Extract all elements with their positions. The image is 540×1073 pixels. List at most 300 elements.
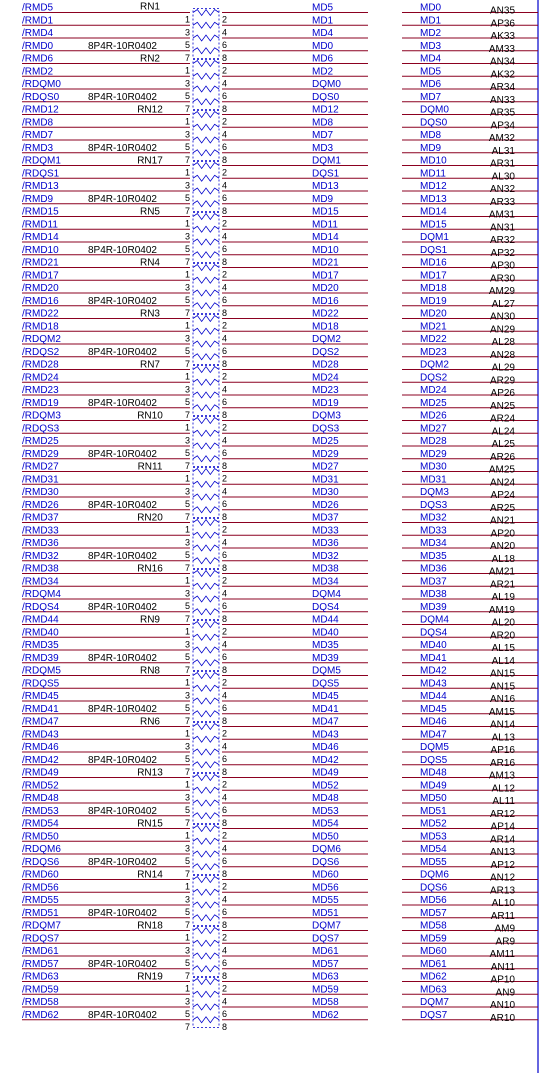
connector-net-label: MD18 bbox=[420, 283, 447, 294]
resistor-network-frame bbox=[193, 519, 219, 569]
pin-number-right: 4 bbox=[222, 27, 228, 38]
net-label-right: MD14 bbox=[312, 232, 339, 243]
connector-net-label: MD55 bbox=[420, 856, 447, 868]
pin-number-right: 8 bbox=[222, 1021, 228, 1032]
connector-pin-label: AN25 bbox=[489, 400, 515, 412]
pin-number-left: 3 bbox=[184, 486, 190, 497]
resistor-network-frame bbox=[193, 111, 219, 161]
net-label-right: MD25 bbox=[312, 436, 339, 447]
pin-number-right: 4 bbox=[222, 231, 228, 242]
refdes-label: RN7 bbox=[139, 359, 161, 371]
connector-pin-label: AL31 bbox=[491, 145, 515, 157]
net-label-left: /RMD45 bbox=[22, 691, 59, 702]
connector-pin-label: AN32 bbox=[489, 184, 515, 195]
connector-net-label: MD13 bbox=[420, 193, 447, 205]
connector-net-label: DQM2 bbox=[420, 359, 449, 371]
resistor-symbol bbox=[193, 583, 219, 589]
part-value-label: 8P4R-10R0402 bbox=[88, 754, 157, 766]
net-label-right: MD23 bbox=[312, 385, 339, 396]
pin-number-right: 4 bbox=[222, 741, 228, 752]
net-label-left: /RMD47 bbox=[22, 716, 59, 728]
resistor-symbol bbox=[193, 379, 219, 385]
net-label-right: MD37 bbox=[312, 512, 339, 524]
resistor-symbol bbox=[193, 188, 219, 194]
connector-net-label: MD36 bbox=[420, 563, 447, 575]
net-label-right: MD39 bbox=[312, 652, 339, 664]
connector-net-label: MD45 bbox=[420, 703, 447, 715]
net-label-left: /RMD61 bbox=[22, 946, 59, 957]
connector-pin-label: AM19 bbox=[488, 604, 515, 616]
resistor-symbol bbox=[193, 724, 219, 730]
pin-number-left: 1 bbox=[184, 422, 190, 433]
net-label-right: MD28 bbox=[312, 359, 339, 371]
pin-number-right: 6 bbox=[222, 550, 228, 560]
net-label-left: /RMD55 bbox=[22, 895, 59, 906]
net-label-left: /RMD18 bbox=[22, 321, 59, 333]
connector-net-label: DQM3 bbox=[420, 487, 449, 498]
connector-pin-label: AL19 bbox=[491, 592, 515, 603]
connector-pin-label: AR14 bbox=[489, 834, 515, 846]
pin-number-right: 6 bbox=[222, 652, 228, 662]
net-label-right: MD10 bbox=[312, 244, 339, 256]
pin-number-left: 1 bbox=[184, 881, 190, 892]
connector-net-label: DQM4 bbox=[420, 614, 449, 626]
pin-number-right: 4 bbox=[222, 282, 228, 293]
net-label-left: /RMD27 bbox=[22, 461, 59, 473]
net-label-right: MD47 bbox=[312, 716, 339, 728]
pin-number-left: 7 bbox=[184, 970, 190, 981]
net-label-right: DQS3 bbox=[312, 423, 340, 435]
refdes-label: RN2 bbox=[139, 53, 161, 65]
pin-number-left: 3 bbox=[184, 639, 190, 650]
pin-number-left: 3 bbox=[184, 945, 190, 956]
net-label-left: /RMD58 bbox=[22, 997, 59, 1008]
pin-number-left: 7 bbox=[184, 1021, 190, 1032]
pin-number-right: 4 bbox=[222, 588, 228, 599]
pin-number-right: 8 bbox=[222, 256, 228, 267]
part-value-label: 8P4R-10R0402 bbox=[88, 499, 157, 511]
net-label-right: MD57 bbox=[312, 958, 339, 970]
net-label-right: MD0 bbox=[312, 40, 334, 52]
connector-net-label: DQM6 bbox=[420, 869, 449, 881]
part-value-label: 8P4R-10R0402 bbox=[88, 295, 157, 307]
connector-net-label: MD29 bbox=[420, 448, 447, 460]
net-label-left: /RMD0 bbox=[22, 40, 54, 52]
connector-net-label: MD35 bbox=[420, 550, 447, 562]
resistor-network-frame bbox=[193, 621, 219, 671]
pin-number-left: 3 bbox=[184, 78, 190, 89]
net-label-left: /RMD10 bbox=[22, 244, 59, 256]
net-label-left: /RMD33 bbox=[22, 525, 59, 537]
connector-net-label: MD52 bbox=[420, 818, 447, 830]
connector-pin-label: AR12 bbox=[489, 808, 515, 820]
refdes-label: RN11 bbox=[137, 461, 163, 473]
pin-number-right: 6 bbox=[222, 499, 228, 509]
pin-number-left: 1 bbox=[184, 983, 190, 994]
pin-number-left: 3 bbox=[184, 384, 190, 395]
resistor-network-frame bbox=[193, 468, 219, 518]
pin-number-left: 7 bbox=[184, 409, 190, 420]
resistor-symbol bbox=[193, 736, 219, 742]
net-label-left: /RMD21 bbox=[22, 257, 59, 269]
connector-net-label: DQM0 bbox=[420, 104, 449, 116]
refdes-label: RN10 bbox=[137, 410, 163, 422]
net-label-left: /RMD40 bbox=[22, 627, 59, 639]
pin-number-left: 7 bbox=[184, 52, 190, 63]
pin-number-left: 7 bbox=[184, 358, 190, 369]
pin-number-left: 1 bbox=[184, 626, 190, 637]
part-value-label: 8P4R-10R0402 bbox=[88, 703, 157, 715]
net-label-left: /RMD53 bbox=[22, 805, 59, 817]
resistor-symbol bbox=[193, 124, 219, 130]
pin-number-right: 4 bbox=[222, 435, 228, 446]
connector-pin-label: AN28 bbox=[489, 349, 515, 361]
pin-number-right: 6 bbox=[222, 244, 228, 254]
net-label-left: /RDQM2 bbox=[22, 334, 61, 345]
refdes-label: RN9 bbox=[139, 614, 161, 626]
pin-number-left: 5 bbox=[184, 142, 190, 152]
net-label-left: /RMD17 bbox=[22, 270, 59, 282]
net-label-right: DQS1 bbox=[312, 168, 340, 180]
pin-number-left: 1 bbox=[184, 320, 190, 331]
net-label-left: /RMD38 bbox=[22, 563, 59, 575]
refdes-label: RN17 bbox=[137, 155, 163, 167]
connector-pin-label: AL14 bbox=[491, 655, 515, 667]
connector-net-label: MD56 bbox=[420, 895, 447, 906]
connector-net-label: MD43 bbox=[420, 678, 447, 690]
connector-pin-label: AL12 bbox=[491, 783, 515, 795]
resistor-symbol bbox=[193, 979, 219, 985]
net-label-right: MD2 bbox=[312, 66, 334, 78]
pin-number-right: 6 bbox=[222, 346, 228, 356]
pin-number-right: 8 bbox=[222, 766, 228, 777]
resistor-symbol bbox=[193, 175, 219, 181]
net-label-left: /RDQM7 bbox=[22, 920, 61, 932]
connector-pin-label: AN24 bbox=[489, 477, 515, 489]
net-label-left: /RMD41 bbox=[22, 703, 59, 715]
resistor-network-frame bbox=[193, 315, 219, 365]
net-label-left: /RMD31 bbox=[22, 474, 59, 486]
net-label-right: MD63 bbox=[312, 971, 339, 983]
pin-number-right: 2 bbox=[222, 779, 228, 790]
resistor-network-frame bbox=[193, 213, 219, 263]
pin-number-left: 3 bbox=[184, 282, 190, 293]
pin-number-left: 5 bbox=[184, 1009, 190, 1019]
connector-net-label: MD21 bbox=[420, 321, 447, 333]
connector-pin-label: AN12 bbox=[489, 872, 515, 884]
connector-pin-label: AM29 bbox=[488, 286, 515, 297]
resistor-symbol bbox=[193, 48, 219, 54]
part-value-label: 8P4R-10R0402 bbox=[88, 550, 157, 562]
connector-pin-label: AP26 bbox=[490, 388, 515, 399]
pin-number-right: 2 bbox=[222, 626, 228, 637]
resistor-network-frame bbox=[193, 927, 219, 977]
net-label-right: MD9 bbox=[312, 193, 334, 205]
resistor-symbol bbox=[193, 367, 219, 373]
connector-net-label: MD28 bbox=[420, 436, 447, 447]
net-label-left: /RMD11 bbox=[22, 219, 58, 231]
net-label-right: MD49 bbox=[312, 767, 339, 779]
connector-pin-label: AP36 bbox=[490, 18, 515, 30]
connector-pin-label: AN10 bbox=[489, 1000, 515, 1011]
connector-pin-label: AK32 bbox=[490, 69, 515, 81]
net-label-left: /RMD63 bbox=[22, 971, 59, 983]
net-label-left: /RMD14 bbox=[22, 232, 59, 243]
pin-number-left: 5 bbox=[184, 703, 190, 713]
connector-net-label: MD41 bbox=[420, 652, 447, 664]
pin-number-left: 7 bbox=[184, 919, 190, 930]
net-label-left: /RDQM3 bbox=[22, 410, 61, 422]
net-label-left: /RMD30 bbox=[22, 487, 59, 498]
connector-pin-label: AL18 bbox=[491, 553, 515, 565]
connector-pin-label: AP34 bbox=[490, 120, 515, 132]
connector-net-label: MD1 bbox=[420, 15, 442, 27]
net-label-right: MD32 bbox=[312, 550, 339, 562]
resistor-network-frame bbox=[193, 60, 219, 110]
resistor-symbol bbox=[193, 303, 219, 309]
resistor-symbol bbox=[193, 685, 219, 691]
resistor-symbol bbox=[193, 328, 219, 334]
net-label-left: /RMD6 bbox=[22, 53, 54, 65]
connector-pin-label: AN21 bbox=[489, 515, 515, 527]
resistor-symbol bbox=[193, 902, 219, 908]
connector-pin-label: AM11 bbox=[489, 949, 515, 960]
pin-number-left: 1 bbox=[184, 779, 190, 790]
refdes-label: RN8 bbox=[139, 665, 161, 677]
net-label-left: /RMD26 bbox=[22, 499, 59, 511]
net-label-right: MD53 bbox=[312, 805, 339, 817]
net-label-right: MD27 bbox=[312, 461, 339, 473]
pin-number-right: 6 bbox=[222, 1009, 228, 1019]
resistor-symbol bbox=[193, 915, 219, 921]
net-label-right: MD38 bbox=[312, 563, 339, 575]
resistor-symbol bbox=[193, 762, 219, 768]
pin-number-right: 6 bbox=[222, 193, 228, 203]
resistor-symbol bbox=[193, 800, 219, 806]
resistor-symbol bbox=[193, 277, 219, 283]
part-value-label: 8P4R-10R0402 bbox=[88, 346, 157, 358]
pin-number-left: 5 bbox=[184, 958, 190, 968]
connector-pin-label: AL15 bbox=[491, 643, 515, 654]
pin-number-left: 5 bbox=[184, 193, 190, 203]
connector-net-label: MD11 bbox=[420, 168, 446, 180]
part-value-label: 8P4R-10R0402 bbox=[88, 193, 157, 205]
net-label-left: /RMD48 bbox=[22, 793, 59, 804]
connector-pin-label: AP30 bbox=[490, 260, 515, 272]
net-label-right: MD1 bbox=[312, 15, 334, 27]
resistor-symbol bbox=[193, 456, 219, 462]
connector-pin-label: AL20 bbox=[491, 617, 515, 629]
connector-net-label: MD40 bbox=[420, 640, 447, 651]
pin-number-right: 8 bbox=[222, 664, 228, 675]
net-label-left: /RMD15 bbox=[22, 206, 59, 218]
net-label-right: DQM6 bbox=[312, 844, 341, 855]
net-label-left: /RMD62 bbox=[22, 1009, 59, 1021]
net-label-left: /RMD16 bbox=[22, 295, 59, 307]
pin-number-left: 7 bbox=[184, 715, 190, 726]
net-label-left: /RMD12 bbox=[22, 104, 59, 116]
resistor-symbol bbox=[193, 520, 219, 526]
net-label-left: /RMD57 bbox=[22, 958, 59, 970]
pin-number-right: 2 bbox=[222, 14, 228, 25]
net-label-right: MD15 bbox=[312, 206, 339, 218]
part-value-label: 8P4R-10R0402 bbox=[88, 601, 157, 613]
resistor-symbol bbox=[193, 252, 219, 258]
resistor-symbol bbox=[193, 698, 219, 704]
net-label-right: MD34 bbox=[312, 576, 339, 588]
refdes-label: RN18 bbox=[137, 920, 163, 932]
resistor-symbol bbox=[193, 10, 219, 16]
part-value-label: 8P4R-10R0402 bbox=[88, 856, 157, 868]
pin-number-right: 8 bbox=[222, 154, 228, 165]
pin-number-left: 3 bbox=[184, 588, 190, 599]
refdes-label: RN14 bbox=[137, 869, 163, 881]
net-label-left: /RDQS1 bbox=[22, 168, 60, 180]
pin-number-right: 2 bbox=[222, 218, 228, 229]
pin-number-left: 3 bbox=[184, 537, 190, 548]
connector-pin-label: AR9 bbox=[495, 936, 515, 948]
connector-pin-label: AM9 bbox=[494, 923, 515, 935]
pin-number-left: 1 bbox=[184, 830, 190, 841]
net-label-right: MD11 bbox=[312, 219, 338, 231]
pin-number-left: 7 bbox=[184, 766, 190, 777]
resistor-symbol bbox=[193, 418, 219, 424]
pin-number-right: 4 bbox=[222, 333, 228, 344]
pin-number-right: 2 bbox=[222, 167, 228, 178]
connector-pin-label: AP12 bbox=[490, 859, 515, 871]
pin-number-left: 1 bbox=[184, 218, 190, 229]
net-label-right: MD36 bbox=[312, 538, 339, 549]
net-label-right: MD22 bbox=[312, 308, 339, 320]
net-label-left: /RMD54 bbox=[22, 818, 59, 830]
part-value-label: 8P4R-10R0402 bbox=[88, 91, 157, 103]
net-label-right: MD4 bbox=[312, 28, 334, 39]
pin-number-right: 6 bbox=[222, 295, 228, 305]
connector-net-label: MD10 bbox=[420, 155, 447, 167]
connector-pin-label: AR16 bbox=[489, 757, 515, 769]
resistor-symbol bbox=[193, 838, 219, 844]
pin-number-left: 5 bbox=[184, 499, 190, 509]
connector-net-label: MD17 bbox=[420, 270, 447, 282]
net-label-left: /RDQM0 bbox=[22, 79, 61, 90]
net-label-right: MD8 bbox=[312, 117, 334, 129]
resistor-network-frame bbox=[193, 978, 219, 1028]
connector-pin-label: AR30 bbox=[489, 273, 515, 285]
pin-number-left: 3 bbox=[184, 180, 190, 191]
net-label-left: /RMD7 bbox=[22, 130, 54, 141]
connector-pin-label: AN20 bbox=[489, 541, 515, 552]
resistor-symbol bbox=[193, 864, 219, 870]
connector-pin-label: AP16 bbox=[490, 745, 515, 756]
net-label-right: DQM3 bbox=[312, 410, 341, 422]
resistor-symbol bbox=[193, 86, 219, 92]
connector-net-label: MD51 bbox=[420, 805, 447, 817]
connector-net-label: MD26 bbox=[420, 410, 447, 422]
connector-pin-label: AL25 bbox=[491, 439, 515, 450]
pin-number-right: 6 bbox=[222, 958, 228, 968]
pin-number-left: 1 bbox=[184, 167, 190, 178]
pin-number-left: 1 bbox=[184, 932, 190, 943]
pin-number-left: 5 bbox=[184, 346, 190, 356]
pin-number-right: 2 bbox=[222, 983, 228, 994]
connector-net-label: MD49 bbox=[420, 780, 447, 792]
resistor-symbol bbox=[193, 112, 219, 118]
resistor-network-frame bbox=[193, 570, 219, 620]
resistor-symbol bbox=[193, 991, 219, 997]
net-label-right: MD42 bbox=[312, 754, 339, 766]
resistor-network-frame bbox=[193, 723, 219, 773]
net-label-left: /RMD51 bbox=[22, 907, 59, 919]
net-label-left: /RMD3 bbox=[22, 142, 54, 154]
refdes-label: RN5 bbox=[139, 206, 161, 218]
net-label-right: DQS7 bbox=[312, 933, 340, 945]
resistor-symbol bbox=[193, 341, 219, 347]
net-label-left: /RDQM1 bbox=[22, 155, 61, 167]
resistor-symbol bbox=[193, 877, 219, 883]
connector-net-label: MD38 bbox=[420, 589, 447, 600]
connector-net-label: MD20 bbox=[420, 308, 447, 320]
pin-number-right: 2 bbox=[222, 524, 228, 535]
net-label-right: DQM5 bbox=[312, 665, 341, 677]
net-label-left: /RMD25 bbox=[22, 436, 59, 447]
connector-net-label: MD8 bbox=[420, 130, 442, 141]
resistor-symbol bbox=[193, 966, 219, 972]
connector-net-label: MD63 bbox=[420, 984, 447, 996]
net-label-right: DQS0 bbox=[312, 91, 340, 103]
connector-net-label: MD15 bbox=[420, 219, 447, 231]
connector-pin-label: AL10 bbox=[491, 898, 515, 909]
resistor-symbol bbox=[193, 290, 219, 296]
net-label-left: /RMD5 bbox=[22, 2, 54, 14]
pin-number-right: 6 bbox=[222, 907, 228, 917]
connector-net-label: MD5 bbox=[420, 66, 442, 78]
connector-pin-label: AL29 bbox=[491, 362, 515, 374]
net-label-left: /RMD44 bbox=[22, 614, 59, 626]
connector-pin-label: AR29 bbox=[489, 375, 515, 387]
part-value-label: 8P4R-10R0402 bbox=[88, 958, 157, 970]
net-label-left: /RDQS7 bbox=[22, 933, 60, 945]
resistor-symbol bbox=[193, 609, 219, 615]
pin-number-left: 7 bbox=[184, 307, 190, 318]
part-value-label: 8P4R-10R0402 bbox=[88, 40, 157, 52]
resistor-symbol bbox=[193, 201, 219, 207]
connector-pin-label: AN35 bbox=[489, 5, 515, 17]
connector-net-label: MD24 bbox=[420, 385, 447, 396]
connector-net-label: MD19 bbox=[420, 295, 447, 307]
connector-pin-label: AM31 bbox=[488, 209, 515, 221]
pin-number-right: 4 bbox=[222, 996, 228, 1007]
connector-pin-label: AN29 bbox=[489, 324, 515, 336]
part-value-label: 8P4R-10R0402 bbox=[88, 907, 157, 919]
resistor-symbol bbox=[193, 226, 219, 232]
part-value-label: 8P4R-10R0402 bbox=[88, 142, 157, 154]
pin-number-right: 6 bbox=[222, 754, 228, 764]
connector-net-label: MD6 bbox=[420, 79, 442, 90]
refdes-label: RN6 bbox=[139, 716, 161, 728]
net-label-right: MD26 bbox=[312, 499, 339, 511]
pin-number-left: 3 bbox=[184, 333, 190, 344]
net-label-left: /RMD43 bbox=[22, 729, 59, 741]
pin-number-left: 7 bbox=[184, 205, 190, 216]
connector-pin-label: AL27 bbox=[491, 298, 515, 310]
connector-pin-label: AR11 bbox=[490, 910, 515, 922]
connector-net-label: MD16 bbox=[420, 257, 447, 269]
pin-number-left: 7 bbox=[184, 562, 190, 573]
net-label-left: /RMD8 bbox=[22, 117, 54, 129]
resistor-symbol bbox=[193, 787, 219, 793]
connector-net-label: DQS2 bbox=[420, 372, 448, 384]
pin-number-left: 3 bbox=[184, 894, 190, 905]
